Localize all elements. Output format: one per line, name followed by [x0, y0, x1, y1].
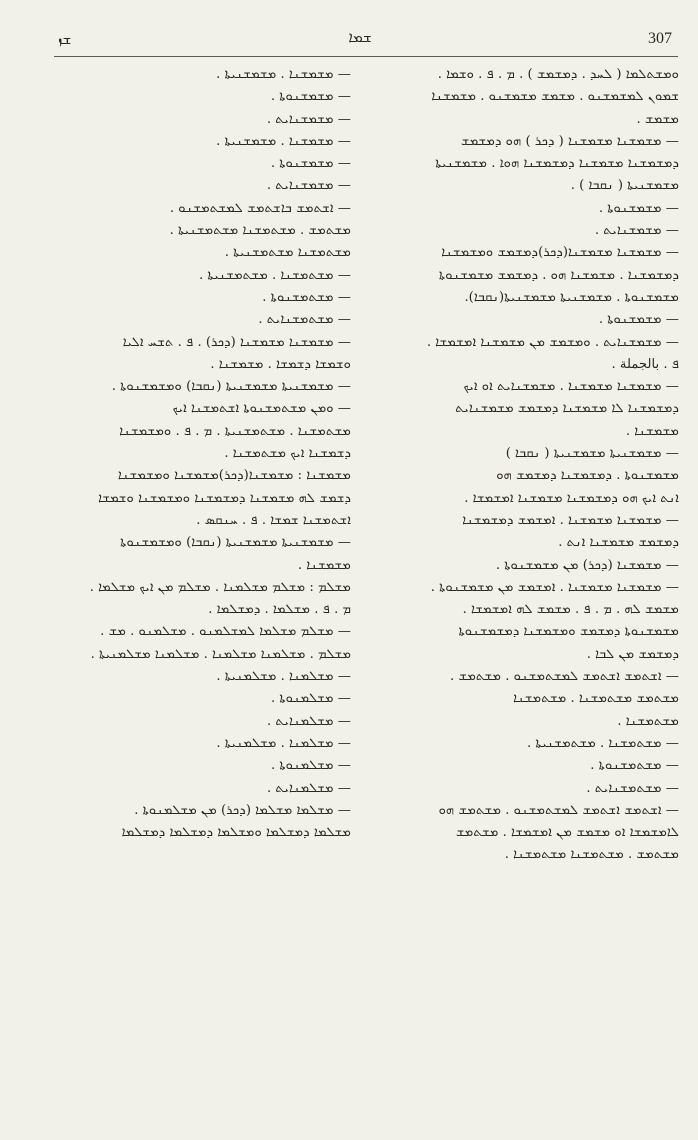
text-line: ܕܡܫܡܫܢܐ ܡܫܡܫܢܐ ܕܡܫܡܫܢܐ ܗܘܐ . ܡܫܡܫܢܝܬܐ	[435, 156, 679, 172]
text-line: ܠܐܡܫܡܫܐ ܐܘ ܡܫܡܫ ܡܢ ܐܡܫܡܫܐ . ܡܫܬܡܫ	[455, 825, 679, 841]
text-line: — ܡܫܡܫܢܘܬܐ .	[270, 156, 351, 172]
text-line: ܡܫܡܫܢܐ .	[625, 423, 679, 439]
text-line: — ܡܫܠܡܢܘܬܐ .	[270, 691, 351, 707]
right-column	[374, 64, 679, 867]
text-line: ܡܫܬܡܫ ܡܫܬܡܫܢܐ . ܡܫܬܡܫܢܐ	[513, 691, 679, 707]
text-line: — ܡܫܡܫܢܐ ܡܫܡܫܢܐ . ܐܡܫܡܫ ܕܡܫܡܫܢܐ	[462, 512, 679, 528]
text-line: ܡܫܬܡܫܢܐ .	[617, 713, 679, 729]
text-line: ܡܫܡܫܢܐ .	[297, 557, 351, 573]
text-line: ܡܫܡܫܢܘܬܐ . ܡܫܡܫܢܝܬܐ ܡܫܡܫܢܝܬܐ(ܢܩܒܐ).	[464, 289, 679, 305]
text-line: — ܡܫܠܡܢܐܝܬ .	[266, 780, 351, 796]
text-line: — ܡܫܬܡܫܢܐ . ܡܫܬܡܫܢܝܬܐ .	[527, 735, 679, 751]
text-line: ܡܫܠܡܐ ܕܡܫܠܡܐ ܘܡܫܠܡܐ ܕܡܫܠܡܐ ܕܡܫܠܡܐ	[121, 825, 351, 841]
text-line: ܡܫܡܫ .	[636, 111, 679, 127]
left-column	[46, 64, 351, 844]
text-line: ܕܡܫܡܫ ܡܢ ܠܒܐ .	[586, 646, 679, 662]
header-left-number: ܫܙ	[58, 30, 72, 48]
text-line: — ܡܫܡܫܢܐ (ܕܟܪ) ܡܢ ܡܫܡܫܢܘܬܐ .	[495, 557, 679, 573]
text-line: — ܡܫܡܫܢܝܬܐ ܡܫܡܫܢܝܬܐ (ܢܩܒܐ) ܘܡܫܡܫܢܘܬܐ .	[111, 379, 351, 395]
text-line: — ܡܫܡܫܢܐܝܬ .	[594, 223, 679, 239]
text-line: ܡܫܬܡܫܢܐ . ܡܫܬܡܫܢܝܬܐ . ܡ . ܦ . ܘܡܫܡܫܢܐ	[119, 423, 351, 439]
text-line: — ܐܫܬܡܫ ܐܫܬܡܫ ܠܡܫܬܡܫܢܘ . ܡܫܬܡܫ ܗܘ	[438, 802, 679, 818]
text-line: — ܡܫܠܡܢܐ . ܡܫܠܡܢܝܬܐ .	[216, 735, 351, 751]
text-line: — ܡܫܠܡ ܡܫܠܡܐ ܠܡܫܠܡܢܘ . ܡܫܠܡܢܘ . ܡܫ .	[100, 624, 351, 640]
text-line: — ܐܫܬܡܫ ܐܫܬܡܫ ܠܡܫܬܡܫܢܘ . ܡܫܬܡܫ .	[450, 669, 679, 685]
text-line: — ܡܫܡܫܢܝܬܐ ܡܫܡܫܢܝܬܐ ( ܢܩܒܐ )	[505, 446, 679, 462]
text-line: — ܡܫܡܫܢܐܝܬ .	[266, 111, 351, 127]
text-line: ܐܫܬܡܫܢܐ ܫܡܫܐ . ܦ . ܚܢܩܣ .	[196, 512, 351, 528]
text-line: — ܡܫܡܫܢܘܬܐ .	[598, 312, 679, 328]
text-line: — ܡܫܡܫܢܘܬܐ .	[270, 89, 351, 105]
text-line: ܕܡܫܡܫܢܐ . ܡܫܡܫܢܐ ܗܘ . ܕܡܫܡܫ ܡܫܡܫܢܘܬܐ	[438, 267, 679, 283]
text-line: — ܡܫܡܫܢܐ ܡܫܡܫܢܐ . ܡܫܡܫܢܐܝܬ ܐܘ ܐܝܟ	[463, 379, 679, 395]
text-line: ܕܫܡܫ ܠܗ ܡܫܡܫܢܐ ܕܡܫܡܫܢܐ ܘܡܫܡܫܢܐ ܘܫܡܫܐ	[98, 490, 351, 506]
text-line: — ܘܡܢ ܡܫܬܡܫܢܘܬܐ ܐܫܬܡܫܢܐ ܐܝܟ	[172, 401, 351, 417]
text-line: ܡܫܡܫܢܘܬܐ . ܕܡܫܡܫܢܐ ܕܡܫܡܫ ܗܘ	[496, 468, 679, 484]
text-line: — ܡܫܡܫܢܐ ܡܫܡܫܢܐ . ܐܡܫܡܫ ܡܢ ܡܫܡܫܢܘܬܐ .	[430, 579, 679, 595]
page-header	[48, 26, 672, 56]
text-line: ܡܫܡܫܢܝܬܐ ( ܢܩܒܐ ) .	[570, 178, 679, 194]
text-line: — ܡܫܬܡܫܢܐܝܬ .	[258, 312, 351, 328]
text-line: ܕܡܫܡܫܢܐ ܠܐ ܡܫܡܫܢܐ ܕܡܫܡܫ ܡܫܡܫܢܐܝܬ	[455, 401, 679, 417]
text-line: — ܡܫܬܡܫܢܘܬܐ .	[262, 289, 351, 305]
text-line: — ܡܫܠܡܢܘܬܐ .	[270, 758, 351, 774]
text-line: — ܡܫܠܡܢܐ . ܡܫܠܡܢܝܬܐ .	[216, 669, 351, 685]
text-line: — ܡܫܬܡܫܢܐܝܬ .	[586, 780, 679, 796]
text-line: ܡܫܬܡܫ . ܡܫܬܡܫܢܐ ܡܫܬܡܫܢܝܬܐ .	[169, 223, 351, 239]
text-line: — ܡܫܠܡܐ ܡܫܠܡܐ (ܕܟܪ) ܡܢ ܡܫܠܡܢܘܬܐ .	[134, 802, 351, 818]
header-title: ܫܡܐ	[348, 28, 372, 46]
page-number: 307	[648, 30, 672, 47]
text-line: ܡ . ܦ . ܡܫܠܡܐ . ܕܡܫܠܡܐ .	[208, 602, 351, 618]
text-line: — ܐܫܬܡܫ ܒܐܫܬܡܫ ܠܡܫܬܡܫܢܘ .	[169, 200, 351, 216]
text-line: ܡܫܡܫܢܐ : ܡܫܡܫܢܐ(ܕܟܪ)ܡܫܡܫܢܐ ܘܡܫܡܫܢܐ	[117, 468, 351, 484]
text-line: ܕܡܫܡܫ ܡܫܡܫܢܐ ܐܢܬ .	[558, 535, 679, 551]
text-line: ܡܫܬܡܫ . ܡܫܬܡܫܢܐ ܡܫܬܡܫܢܐ .	[504, 847, 679, 863]
text-line: ܘܫܡܫܐ ܕܫܡܫܐ . ܡܫܡܫܢܐ .	[210, 356, 351, 372]
text-line: — ܡܫܡܫܢܐ ܡܫܡܫܢܐ(ܕܟܪ)ܕܡܫܡܫ ܘܡܫܡܫܢܐ	[441, 245, 679, 261]
text-line: ܡܫܡܫܢܘܬܐ ܕܡܫܡܫ ܘܡܫܡܫܢܐ ܕܡܫܡܫܢܘܬܐ	[458, 624, 679, 640]
text-line: — ܡܫܠܡܢܐܝܬ .	[266, 713, 351, 729]
text-line: ܫܡܘܢ ܠܡܫܡܫܢܘ . ܡܫܡܫ ܡܫܡܫܢܘ . ܡܫܡܫܢܐ	[431, 89, 679, 105]
text-line: ܦ . بالجملة .	[611, 356, 679, 372]
header-rule	[54, 56, 678, 57]
text-line: — ܡܫܡܫܢܐ ܡܫܡܫܢܐ ( ܕܟܪ ) ܗܘ ܕܡܫܡܫ	[460, 133, 679, 149]
text-line: ܡܫܡܫ ܠܗ . ܡ . ܦ . ܡܫܡܫ ܠܗ ܐܡܫܡܫܐ .	[462, 602, 679, 618]
text-line: ܐܢܬ ܐܝܟ ܗܘ ܕܡܫܡܫܢܐ ܡܫܡܫܢܐ ܐܡܫܡܫܐ .	[464, 490, 679, 506]
text-line: — ܡܫܬܡܫܢܘܬܐ .	[590, 758, 679, 774]
text-line: — ܡܫܡܫܢܐܝܬ .	[266, 178, 351, 194]
text-line: ܡܫܬܡܫܢܐ ܡܫܬܡܫܢܝܬܐ .	[224, 245, 351, 261]
text-line: — ܡܫܡܫܢܐ . ܡܫܡܫܢܝܬܐ .	[216, 67, 351, 82]
text-line: ܕܫܡܫܢܐ ܐܝܟ ܡܫܬܡܫܢܐ .	[224, 446, 351, 462]
text-line: — ܡܫܡܫܢܐ . ܡܫܡܫܢܝܬܐ .	[216, 133, 351, 149]
text-line: ܡܫܠܡ : ܡܫܠܡ ܡܫܠܡܢܐ . ܡܫܠܡ ܡܢ ܐܝܟ ܡܫܠܡܐ .	[89, 579, 351, 595]
text-line: — ܡܫܡܫܢܐ ܡܫܡܫܢܐ (ܕܟܪ) . ܦ . ܬܫܚ ܐܠܝܐ	[122, 334, 351, 350]
text-line: ܘܡܫܬܠܡܐ ( ܠܚܕ . ܕܡܫܡܫ ) . ܡ . ܦ . ܘܫܡܐ .	[437, 67, 679, 82]
text-line: — ܡܫܡܫܢܘܬܐ .	[598, 200, 679, 216]
text-line: — ܡܫܡܫܢܐܝܬ . ܘܡܫܡܫ ܡܢ ܡܫܡܫܢܐ ܐܡܫܡܫܐ .	[426, 334, 679, 350]
text-line: ܡܫܠܡ . ܡܫܠܡܢܐ ܡܫܠܡܢܐ . ܡܫܠܡܢܐ ܡܫܠܡܢܝܬܐ .	[90, 646, 351, 662]
text-line: — ܡܫܬܡܫܢܐ . ܡܫܬܡܫܢܝܬܐ .	[199, 267, 351, 283]
text-line: — ܡܫܡܫܢܝܬܐ ܡܫܡܫܢܝܬܐ (ܢܩܒܐ) ܘܡܫܡܫܢܘܬܐ	[120, 535, 351, 551]
